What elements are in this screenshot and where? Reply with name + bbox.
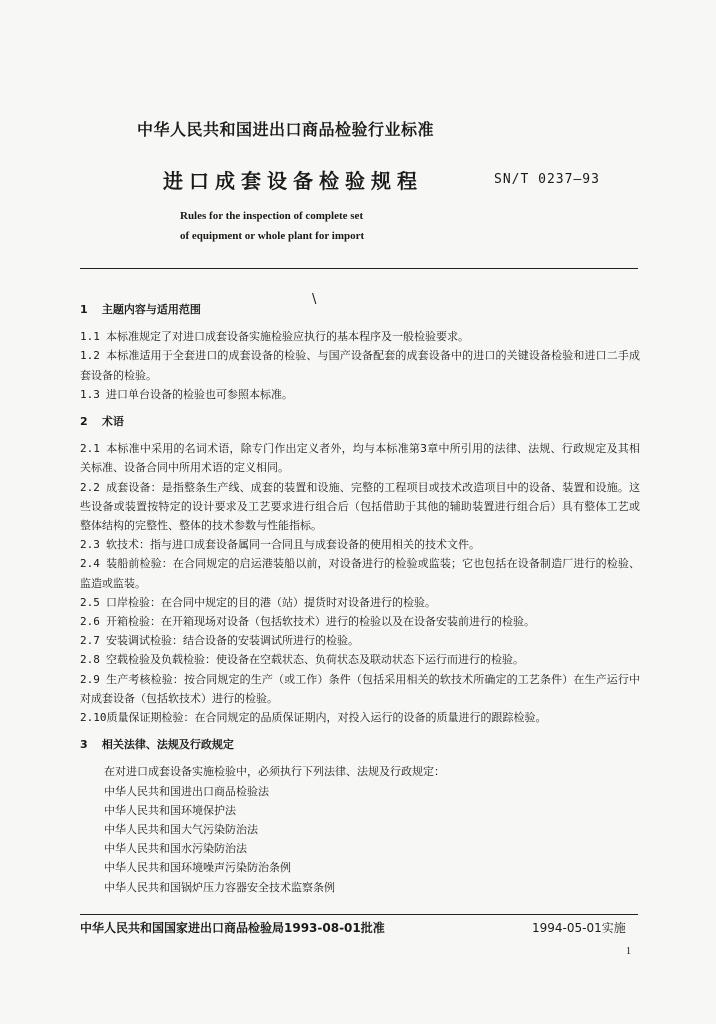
clause-text: 本标准适用于全套进口的成套设备的检验、与国产设备配套的成套设备中的进口的关键设备检验和进口二手成套设备的检验。 [80, 349, 640, 382]
header-divider [80, 268, 638, 269]
clause-number: 1.3 [80, 387, 100, 401]
section-title: 相关法律、法规及行政规定 [101, 738, 234, 752]
law-item: 中华人民共和国大气污染防治法 [104, 823, 258, 837]
clause-number: 1.2 [80, 349, 100, 363]
stray-mark: \ [312, 292, 317, 307]
section-number: 2 [80, 415, 88, 429]
section-heading [80, 300, 640, 319]
clause-number: 2.1 [80, 442, 100, 456]
section-heading [80, 735, 640, 754]
clause-text: 口岸检验：在合同中规定的目的港（站）提货时对设备进行的检验。 [106, 595, 436, 609]
section-heading [80, 412, 640, 431]
clause-text: 开箱检验：在开箱现场对设备（包括软技术）进行的检验以及在设备安装前进行的检验。 [106, 615, 535, 629]
clause [80, 327, 640, 346]
law-list-intro: 在对进口成套设备实施检验中，必须执行下列法律、法规及行政规定： [104, 765, 445, 779]
page-number: 1 [626, 946, 631, 957]
clause-number: 2.3 [80, 538, 100, 552]
clause [80, 385, 640, 404]
clause-number: 2.6 [80, 615, 100, 629]
clause-text: 装船前检验：在合同规定的启运港装船以前，对设备进行的检验或监装；它也包括在设备制造厂进行的检验、监造或监装。 [80, 557, 640, 590]
approval-statement: 中华人民共和国国家进出口商品检验局1993-08-01批准 [80, 921, 385, 935]
law-item: 中华人民共和国锅炉压力容器安全技术监察条例 [104, 880, 335, 894]
clause-number: 2.5 [80, 595, 100, 609]
clause [80, 670, 640, 708]
clause [80, 346, 640, 384]
clause-text: 软技术：指与进口成套设备属同一合同且与成套设备的使用相关的技术文件。 [106, 538, 480, 552]
clause [80, 535, 640, 554]
clause-text: 安装调试检验：结合设备的安装调试所进行的检验。 [106, 634, 359, 648]
clause-number: 2.9 [80, 672, 100, 686]
clause-number: 2.10 [80, 711, 107, 725]
english-title-line-2: of equipment or whole plant for import [180, 230, 365, 242]
law-item: 中华人民共和国环境噪声污染防治条例 [104, 861, 291, 875]
clause [80, 478, 640, 536]
clause [80, 439, 640, 477]
section-number: 1 [80, 303, 88, 316]
clause-number: 2.4 [80, 557, 100, 571]
clause-number: 2.7 [80, 634, 100, 648]
section-number: 3 [80, 738, 88, 752]
clause-text: 成套设备：是指整条生产线、成套的装置和设施、完整的工程项目或技术改造项目中的设备、装置和设施。这些设备或装置按特定的设计要求及工艺要求进行组合后（包括借助于其他的辅助装置进行组合后）具有整体工艺或整体结构的完整性、整体的技术参数与性能指标。 [80, 480, 640, 533]
law-item: 中华人民共和国环境保护法 [104, 803, 236, 817]
clause-number: 1.1 [80, 330, 100, 344]
clause [80, 612, 640, 631]
clause [80, 708, 640, 727]
clause [80, 554, 640, 592]
standard-code: SN/T 0237—93 [494, 172, 600, 187]
document-body [80, 300, 640, 897]
clause-text: 本标准中采用的名词术语，除专门作出定义者外，均与本标准第3章中所引用的法律、法规、行政规定及其相关标准、设备合同中所用术语的定义相同。 [80, 442, 640, 475]
section-title: 术语 [101, 415, 124, 429]
english-title [180, 206, 420, 246]
footer-divider [80, 914, 638, 915]
clause-text: 空载检验及负载检验：使设备在空载状态、负荷状态及联动状态下运行而进行的检验。 [106, 653, 524, 667]
law-list [80, 762, 640, 896]
clause-text: 质量保证期检验：在合同规定的品质保证期内，对投入运行的设备的质量进行的跟踪检验。 [106, 711, 547, 725]
document-title: 进口成套设备检验规程 [163, 169, 423, 193]
clause [80, 650, 640, 669]
section-title: 主题内容与适用范围 [101, 303, 201, 316]
clause [80, 593, 640, 612]
english-title-line-1: Rules for the inspection of complete set [180, 210, 364, 222]
clause-text: 进口单台设备的检验也可参照本标准。 [106, 387, 293, 401]
issuing-organization: 中华人民共和国进出口商品检验行业标准 [137, 120, 435, 139]
law-item: 中华人民共和国水污染防治法 [104, 842, 247, 856]
clause-text: 生产考核检验：按合同规定的生产（或工作）条件（包括采用相关的软技术所确定的工艺条件）在生产运行中对成套设备（包括软技术）进行的检验。 [80, 672, 640, 705]
clause-text: 本标准规定了对进口成套设备实施检验应执行的基本程序及一般检验要求。 [106, 330, 469, 344]
law-item: 中华人民共和国进出口商品检验法 [104, 784, 269, 798]
clause-number: 2.8 [80, 653, 100, 667]
clause [80, 631, 640, 650]
implementation-date: 1994-05-01实施 [532, 921, 626, 935]
clause-number: 2.2 [80, 480, 100, 494]
